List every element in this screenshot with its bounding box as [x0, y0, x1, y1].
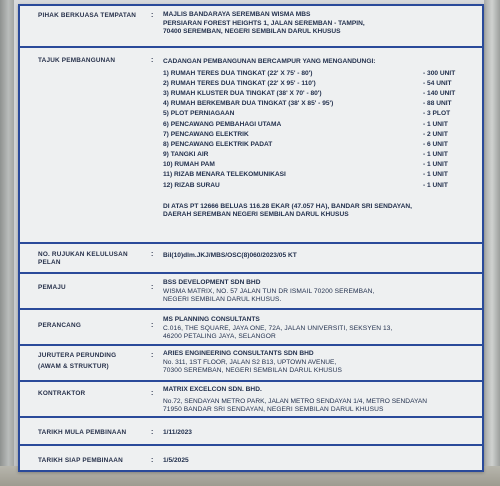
colon: : [151, 429, 154, 436]
item-text: 6) PENCAWANG PEMBAHAGI UTAMA [163, 120, 282, 128]
row-tarikh-mula [20, 418, 482, 446]
rujukan-label-line-2: PELAN [38, 259, 61, 266]
value-tarikh-siap [163, 457, 473, 466]
label-pemaju: PEMAJU [38, 284, 66, 291]
item-text: 5) PLOT PERNIAGAAN [163, 110, 235, 118]
jurutera-line-2: 70300 SEREMBAN, NEGERI SEMBILAN DARUL KHUSUS [163, 367, 342, 375]
colon: : [151, 57, 154, 64]
signboard [18, 4, 484, 472]
item-qty: - 300 UNIT [423, 69, 456, 77]
rujukan-value: Bil(10)dlm.JKJ/MBS/OSC(8)060/2023/05 KT [163, 252, 297, 259]
colon: : [151, 390, 154, 397]
list-item [163, 89, 473, 99]
tajuk-footer-line-2: DAERAH SEREMBAN NEGERI SEMBILAN DARUL KHUSUS [163, 211, 349, 219]
item-text: 1) RUMAH TERES DUA TINGKAT (22' X 75' - 80') [163, 69, 313, 77]
label-no-rujukan [38, 251, 146, 267]
item-qty: - 1 UNIT [423, 151, 448, 159]
left-post [0, 0, 14, 486]
row-no-rujukan [20, 244, 482, 274]
kontraktor-line-2: 71950 BANDAR SRI SENDAYAN, NEGERI SEMBILAN DARUL KHUSUS [163, 406, 384, 414]
item-text: 8) PENCAWANG ELEKTRIK PADAT [163, 140, 273, 148]
tarikh-siap-value: 1/5/2025 [163, 457, 189, 464]
tajuk-footer-line-1: DI ATAS PT 12666 BELUAS 116.28 EKAR (47.057 HA), BANDAR SRI SENDAYAN, [163, 202, 412, 210]
value-jurutera-perunding [163, 350, 473, 376]
item-qty: - 54 UNIT [423, 79, 452, 87]
pihak-line-3: 70400 SEREMBAN, NEGERI SEMBILAN DARUL KHUSUS [163, 28, 341, 36]
tarikh-mula-value: 1/11/2023 [163, 429, 192, 436]
list-item [163, 140, 473, 150]
colon: : [151, 352, 154, 359]
pemaju-line-1: WISMA MATRIX, NO. 57 JALAN TUN DR ISMAIL 70200 SEREMBAN, [163, 287, 375, 295]
row-jurutera-perunding [20, 346, 482, 382]
list-item [163, 69, 473, 79]
pemaju-line-2: NEGERI SEMBILAN DARUL KHUSUS. [163, 296, 282, 304]
kontraktor-line-1: No.72, SENDAYAN METRO PARK, JALAN METRO SENDAYAN 1/4, METRO SENDAYAN [163, 397, 428, 405]
value-pihak-berkuasa [163, 11, 473, 37]
jurutera-label-line-1: JURUTERA PERUNDING [38, 352, 117, 359]
pihak-line-1: MAJLIS BANDARAYA SEREMBAN WISMA MBS [163, 11, 311, 18]
label-perancang: PERANCANG [38, 322, 81, 329]
jurutera-label-line-2: (AWAM & STRUKTUR) [38, 363, 109, 370]
list-item [163, 120, 473, 130]
item-qty: - 1 UNIT [423, 120, 448, 128]
colon: : [151, 457, 154, 464]
perancang-name: MS PLANNING CONSULTANTS [163, 316, 260, 323]
tajuk-item-list [163, 69, 473, 191]
row-kontraktor [20, 382, 482, 418]
list-item [163, 130, 473, 140]
item-qty: - 140 UNIT [423, 89, 456, 97]
perancang-line-1: C.016, THE SQUARE, JAYA ONE, 72A, JALAN UNIVERSITI, SEKSYEN 13, [163, 324, 393, 332]
colon: : [151, 284, 154, 291]
item-qty: - 88 UNIT [423, 100, 452, 108]
list-item [163, 160, 473, 170]
tajuk-heading: CADANGAN PEMBANGUNAN BERCAMPUR YANG MENGANDUNGI: [163, 58, 376, 65]
item-text: 11) RIZAB MENARA TELEKOMUNIKASI [163, 171, 286, 179]
label-tarikh-mula: TARIKH MULA PEMBINAAN [38, 429, 127, 436]
right-post [484, 0, 500, 486]
row-tajuk-pembangunan [20, 48, 482, 244]
spacer [163, 191, 473, 203]
list-item [163, 170, 473, 180]
label-tarikh-siap: TARIKH SIAP PEMBINAAN [38, 457, 123, 464]
colon: : [151, 322, 154, 329]
value-perancang [163, 316, 473, 342]
row-tarikh-siap [20, 446, 482, 470]
kontraktor-name: MATRIX EXCELCON SDN. BHD. [163, 386, 262, 393]
label-kontraktor: KONTRAKTOR [38, 390, 86, 397]
item-qty: - 1 UNIT [423, 171, 448, 179]
row-pemaju [20, 274, 482, 310]
list-item [163, 150, 473, 160]
item-qty: - 1 UNIT [423, 181, 448, 189]
pemaju-name: BSS DEVELOPMENT SDN BHD [163, 279, 261, 286]
item-text: 9) TANGKI AIR [163, 151, 209, 159]
label-pihak-berkuasa: PIHAK BERKUASA TEMPATAN [38, 12, 137, 19]
item-text: 12) RIZAB SURAU [163, 181, 220, 189]
value-tarikh-mula [163, 429, 473, 438]
list-item [163, 99, 473, 109]
rujukan-label-line-1: NO. RUJUKAN KELULUSAN [38, 251, 128, 258]
pihak-line-2: PERSIARAN FOREST HEIGHTS 1, JALAN SEREMBAN - TAMPIN, [163, 19, 365, 27]
item-qty: - 2 UNIT [423, 130, 448, 138]
list-item [163, 181, 473, 191]
label-jurutera-perunding [38, 352, 146, 371]
item-text: 7) PENCAWANG ELEKTRIK [163, 130, 249, 138]
item-text: 2) RUMAH TERES DUA TINGKAT (22' X 95' - 110') [163, 79, 316, 87]
item-text: 3) RUMAH KLUSTER DUA TINGKAT (38' X 70' - 80') [163, 89, 322, 97]
item-text: 10) RUMAH PAM [163, 161, 215, 169]
item-qty: - 1 UNIT [423, 161, 448, 169]
label-tajuk-pembangunan: TAJUK PEMBANGUNAN [38, 57, 116, 64]
list-item [163, 79, 473, 89]
list-item [163, 109, 473, 119]
row-pihak-berkuasa [20, 6, 482, 48]
value-kontraktor [163, 386, 473, 415]
jurutera-line-1: No. 311, 1ST FLOOR, JALAN S2 B13, UPTOWN AVENUE, [163, 358, 337, 366]
colon: : [151, 12, 154, 19]
value-no-rujukan [163, 252, 473, 261]
row-perancang [20, 310, 482, 346]
item-text: 4) RUMAH BERKEMBAR DUA TINGKAT (38' X 85' - 95') [163, 100, 334, 108]
perancang-line-2: 46200 PETALING JAYA, SELANGOR [163, 333, 276, 341]
item-qty: - 6 UNIT [423, 140, 448, 148]
value-pemaju [163, 279, 473, 305]
jurutera-name: ARIES ENGINEERING CONSULTANTS SDN BHD [163, 350, 314, 357]
colon: : [151, 251, 154, 258]
item-qty: - 3 PLOT [423, 110, 451, 118]
value-tajuk-pembangunan [163, 58, 473, 220]
